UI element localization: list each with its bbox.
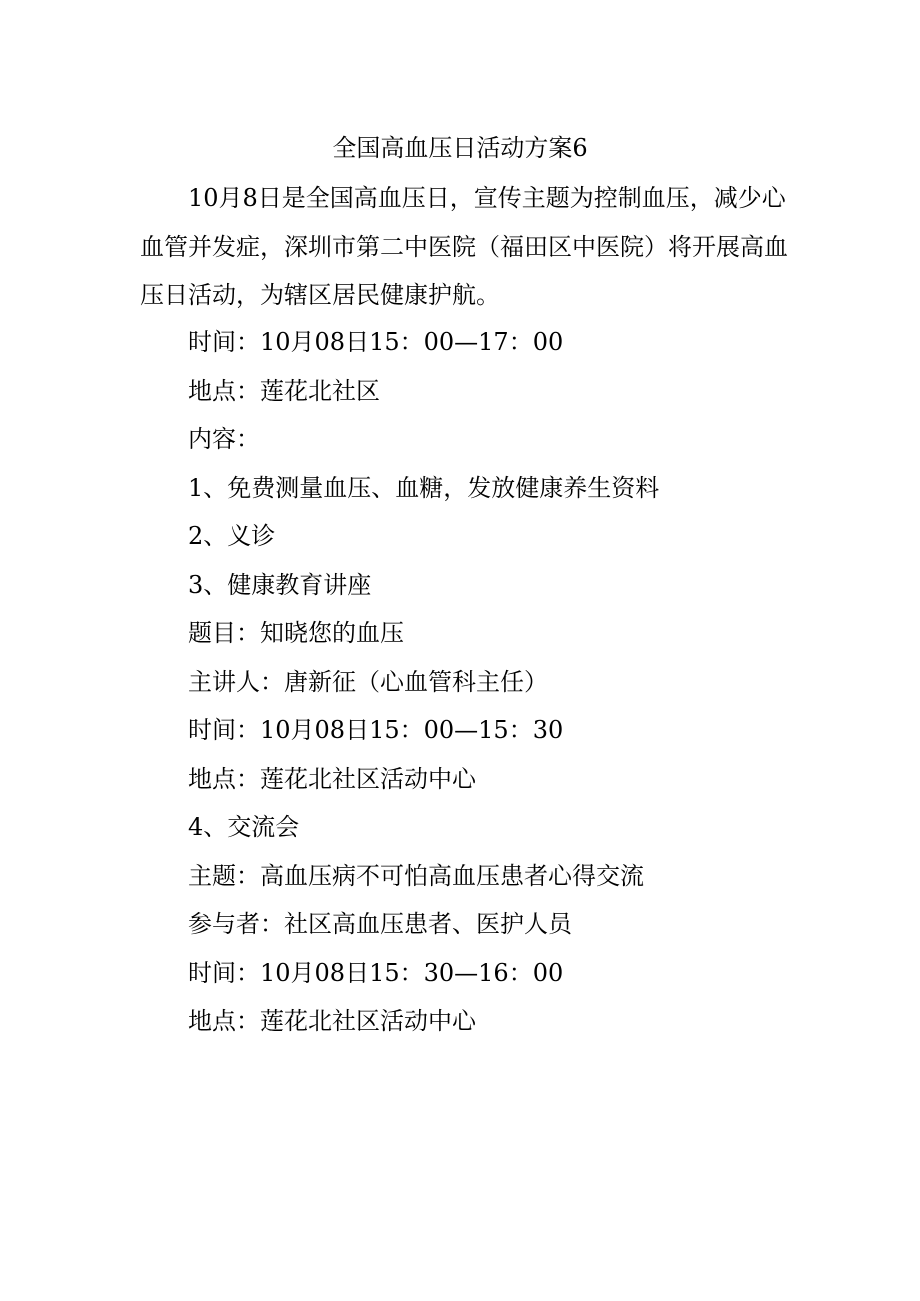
detail-line-exchange-time: 时间：10月08日15：30—16：00 xyxy=(188,958,564,987)
detail-line-item-1: 1、免费测量血压、血糖，发放健康养生资料 xyxy=(188,473,660,502)
activity-details xyxy=(188,318,808,1046)
intro-paragraph: 10月8日是全国高血压日，宣传主题为控制血压，减少心血管并发症，深圳市第二中医院（福田区中医院）将开展高血压日活动，为辖区居民健康护航。 xyxy=(140,184,788,309)
detail-line-item-2: 2、义诊 xyxy=(188,522,276,550)
detail-line-lecture-speaker: 主讲人：唐新征（心血管科主任） xyxy=(188,667,548,696)
detail-line-item-4: 4、交流会 xyxy=(188,813,300,841)
document-title: 全国高血压日活动方案6 xyxy=(332,134,588,162)
detail-line-time: 时间：10月08日15：00—17：00 xyxy=(188,328,564,356)
detail-line-content-heading: 内容： xyxy=(188,425,260,453)
detail-line-item-3: 3、健康教育讲座 xyxy=(188,570,372,599)
detail-line-lecture-time: 时间：10月08日15：00—15：30 xyxy=(188,716,564,744)
detail-line-exchange-participants: 参与者：社区高血压患者、医护人员 xyxy=(188,910,572,938)
detail-line-exchange-theme: 主题：高血压病不可怕高血压患者心得交流 xyxy=(188,861,644,890)
detail-line-lecture-topic: 题目：知晓您的血压 xyxy=(188,619,404,647)
detail-line-location: 地点：莲花北社区 xyxy=(188,376,380,405)
detail-line-lecture-location: 地点：莲花北社区活动中心 xyxy=(188,764,476,793)
detail-line-exchange-location: 地点：莲花北社区活动中心 xyxy=(188,1007,476,1035)
